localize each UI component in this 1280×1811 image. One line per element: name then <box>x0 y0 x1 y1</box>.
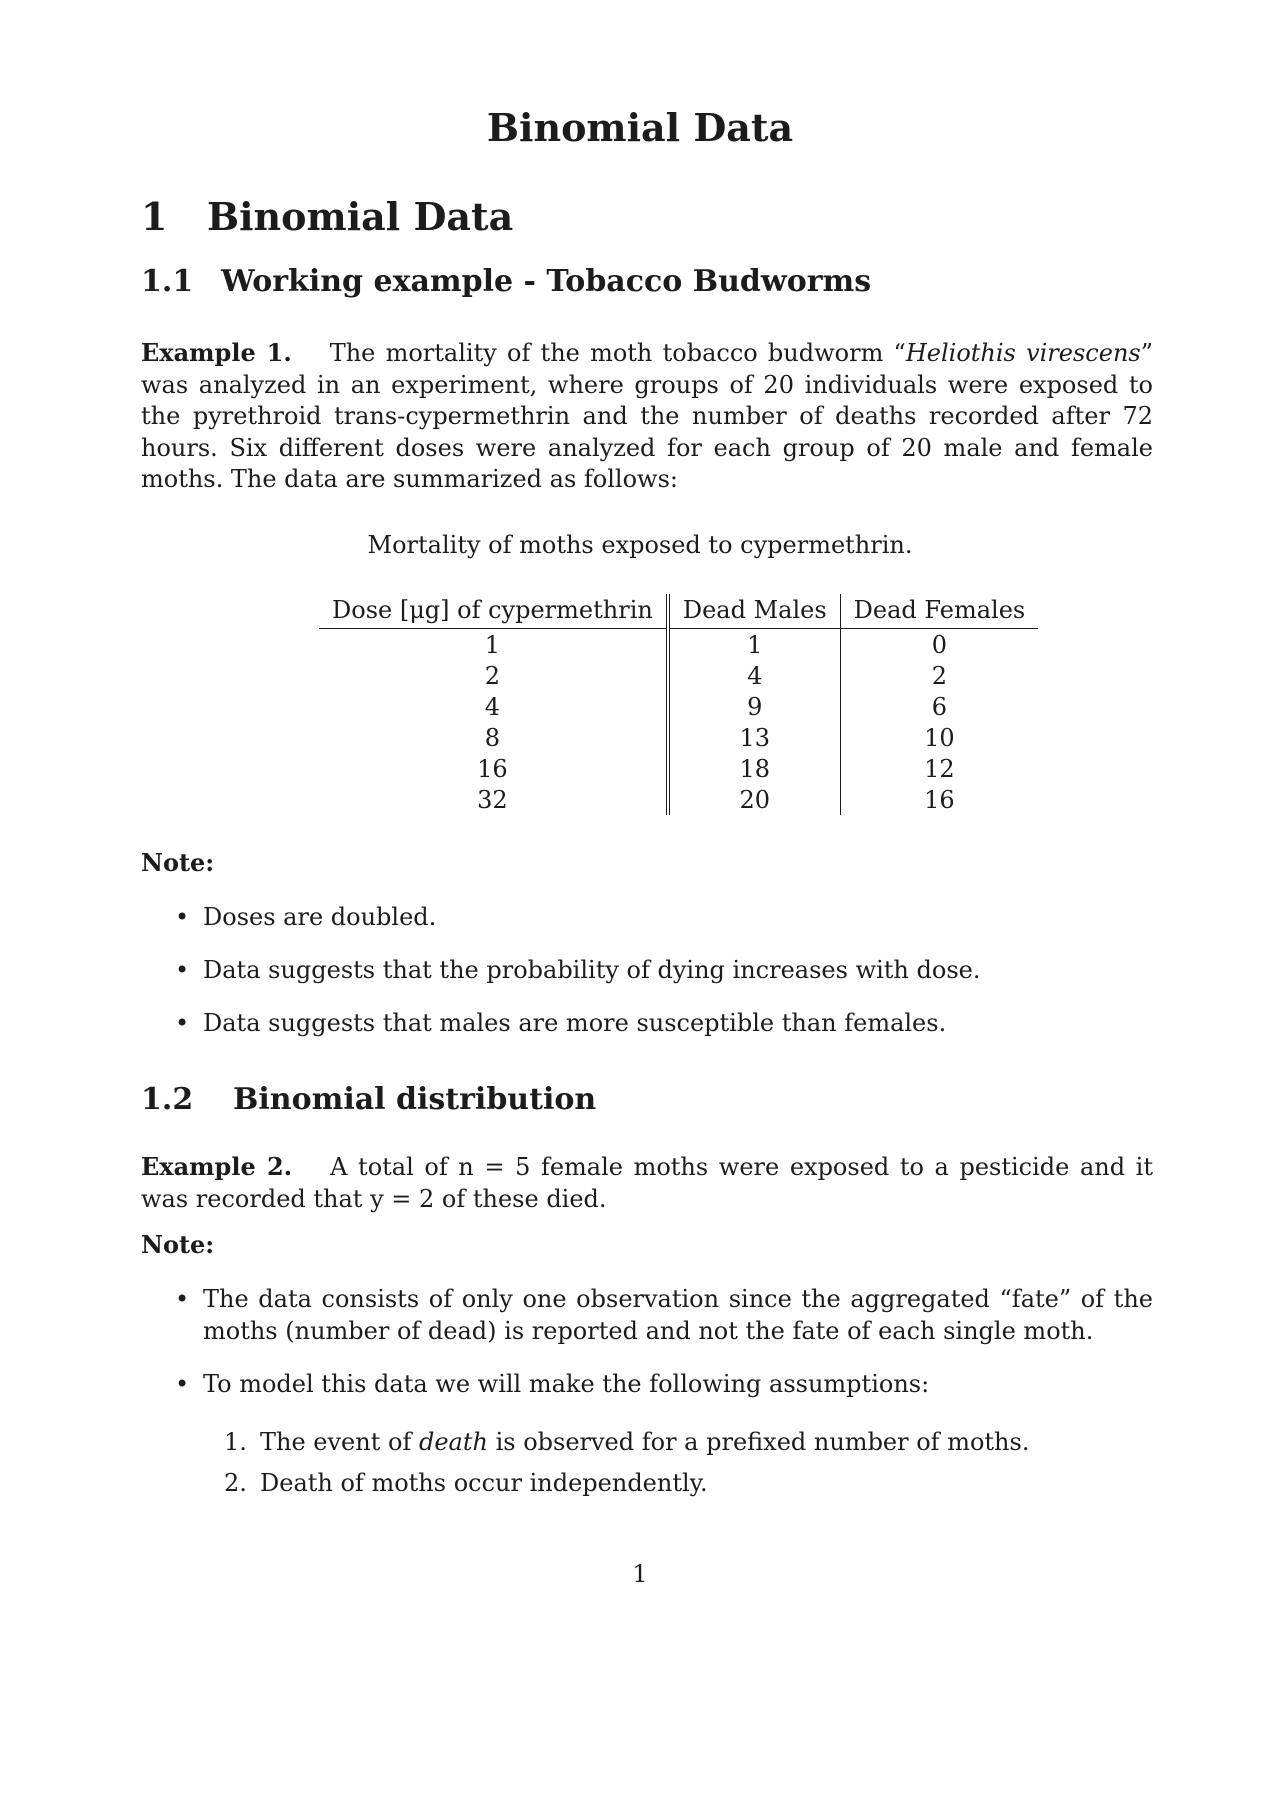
example-2-label: Example 2. <box>141 1152 293 1181</box>
dead-males-cell: 1 <box>668 629 840 661</box>
dose-cell: 32 <box>319 784 668 815</box>
header-dead-males: Dead Males <box>668 594 840 629</box>
mortality-table <box>319 594 1038 815</box>
subsection-number: 1.1 <box>141 264 194 299</box>
dead-males-cell: 9 <box>668 691 840 722</box>
subsection-title: Working example - Tobacco Budworms <box>221 264 872 299</box>
assumption-text-before: The event of <box>260 1428 419 1456</box>
example-1-text-after: ” was analyzed in an experiment, where groups of 20 individuals were exposed to the pyrethroid trans-cypermethrin and the number of deaths recorded after 72 hours. Six different doses were analyzed for each group of 20 male and female moths. The data are summarized as follows: <box>141 339 1153 493</box>
table-row <box>319 629 1038 661</box>
document-title: Binomial Data <box>486 105 794 150</box>
header-dose: Dose [μg] of cypermethrin <box>319 594 668 629</box>
subsection-heading-1-1 <box>141 264 871 299</box>
example-2-paragraph <box>141 1151 1153 1215</box>
note-2-bullet-list <box>141 1284 1153 1422</box>
example-1-label: Example 1. <box>141 338 292 367</box>
assumption-item <box>224 1468 1029 1500</box>
table-row <box>319 660 1038 691</box>
dead-males-cell: 18 <box>668 753 840 784</box>
dose-cell: 1 <box>319 629 668 661</box>
dead-males-cell: 13 <box>668 722 840 753</box>
table-row <box>319 722 1038 753</box>
list-item: • Doses are doubled. <box>141 902 1153 934</box>
assumption-item <box>224 1427 1029 1459</box>
assumption-text-before: Death of moths occur independently. <box>260 1468 708 1497</box>
header-dead-females: Dead Females <box>840 594 1038 629</box>
dead-females-cell: 12 <box>924 754 955 783</box>
species-name: Heliothis virescens <box>905 339 1141 367</box>
assumptions-list <box>224 1427 1029 1508</box>
note-1-bullet-list <box>141 902 1153 1061</box>
dead-females-cell: 6 <box>931 692 948 721</box>
dead-males-cell: 4 <box>668 660 840 691</box>
table-row <box>319 753 1038 784</box>
table-caption: Mortality of moths exposed to cypermethrin. <box>367 531 913 559</box>
list-item: • Data suggests that males are more susceptible than females. <box>141 1008 1153 1040</box>
section-title: Binomial Data <box>207 194 514 239</box>
example-1-text-before: The mortality of the moth tobacco budworm “ <box>329 339 906 367</box>
dose-cell: 16 <box>319 753 668 784</box>
example-1-paragraph <box>141 337 1153 496</box>
note-label: Note: <box>141 1230 215 1259</box>
assumption-text-after: is observed for a prefixed number of moths. <box>487 1428 1030 1456</box>
subsection-number: 1.2 <box>141 1082 194 1117</box>
section-heading <box>141 194 513 239</box>
list-item: • Data suggests that the probability of dying increases with dose. <box>141 955 1153 987</box>
table-row <box>319 691 1038 722</box>
page-number: 1 <box>632 1560 648 1588</box>
assumption-number: 1. <box>224 1428 247 1456</box>
assumption-number: 2. <box>224 1468 247 1497</box>
dead-females-cell: 10 <box>924 723 955 752</box>
list-item: • The data consists of only one observation since the aggregated “fate” of the moths (number of dead) is reported and not the fate of each single moth. <box>141 1284 1153 1347</box>
dose-cell: 4 <box>319 691 668 722</box>
note-label: Note: <box>141 848 215 877</box>
table-row <box>319 784 1038 815</box>
subsection-title: Binomial distribution <box>233 1082 597 1117</box>
list-item: • To model this data we will make the following assumptions: <box>141 1369 1153 1401</box>
dead-females-cell: 0 <box>931 630 948 659</box>
assumption-emphasis: death <box>418 1428 488 1456</box>
dose-cell: 8 <box>319 722 668 753</box>
dead-males-cell: 20 <box>668 784 840 815</box>
dose-cell: 2 <box>319 660 668 691</box>
table-header-row <box>319 594 1038 629</box>
section-number: 1 <box>141 194 168 239</box>
dead-females-cell: 16 <box>924 785 955 814</box>
dead-females-cell: 2 <box>931 661 948 690</box>
example-2-text: A total of n = 5 female moths were exposed to a pesticide and it was recorded that y = 2 of these died. <box>141 1153 1154 1213</box>
subsection-heading-1-2 <box>141 1082 596 1117</box>
